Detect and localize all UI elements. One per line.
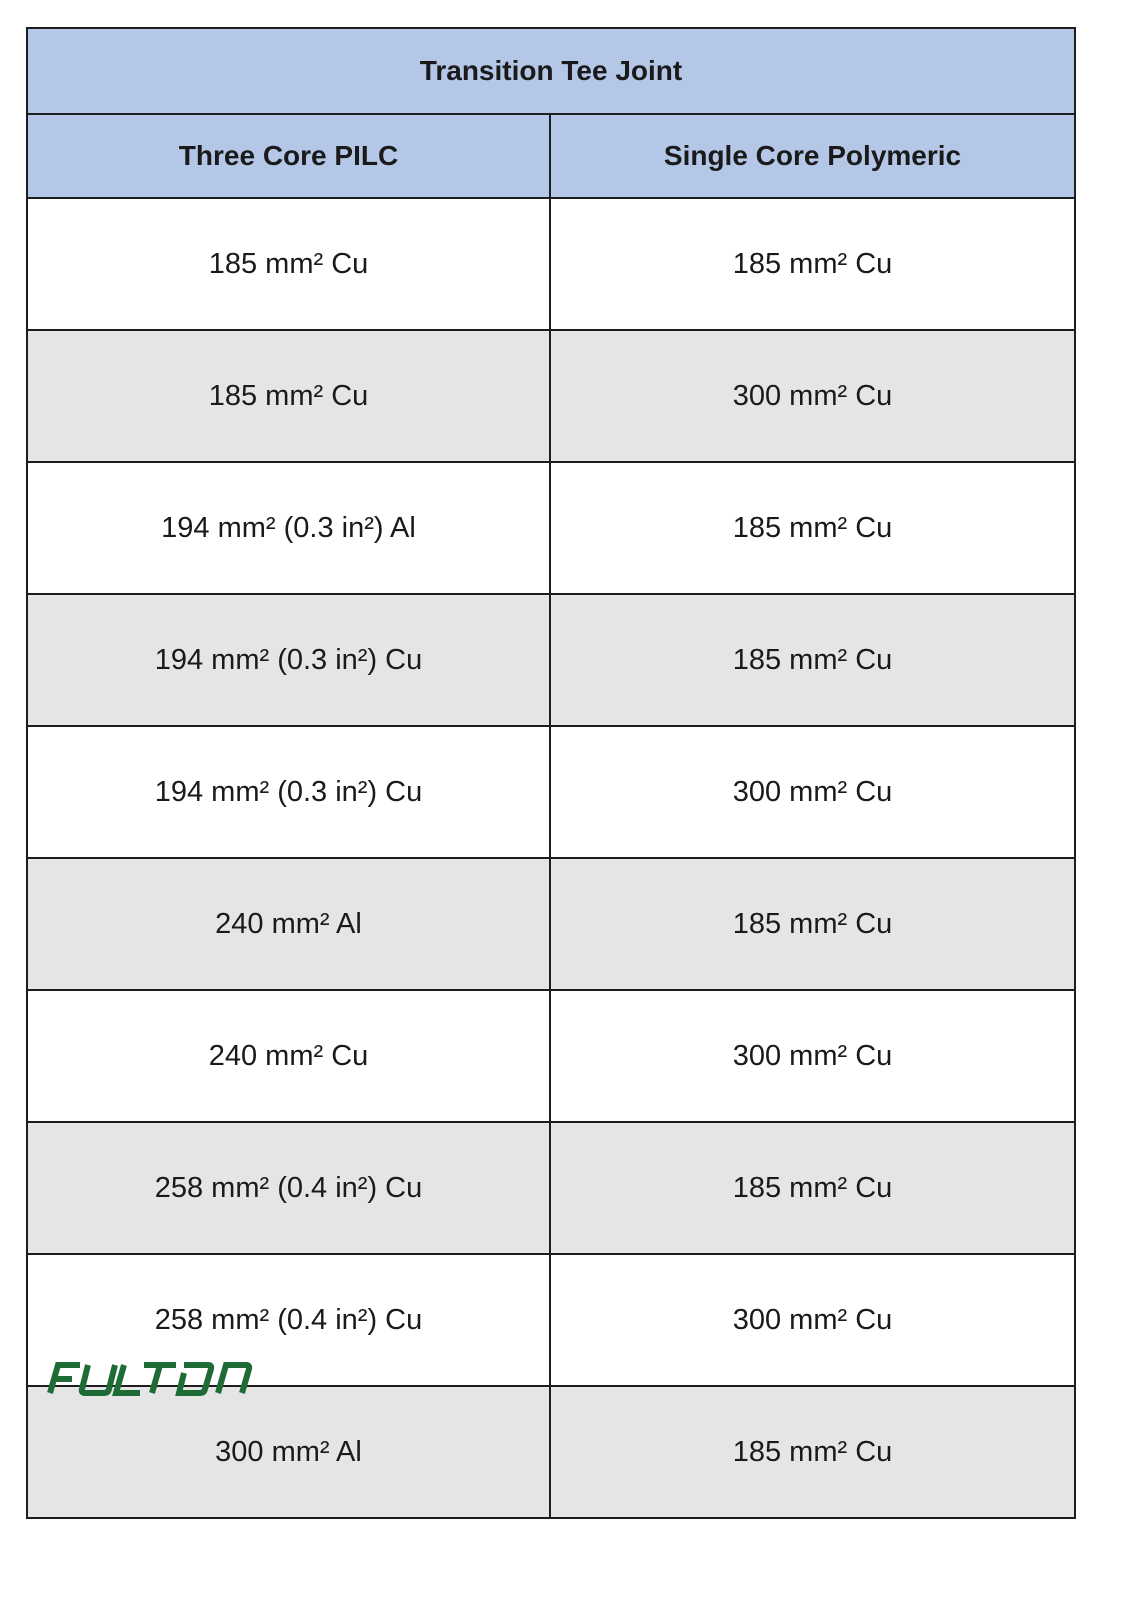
pilc-cell: 300 mm² Al [27, 1386, 550, 1518]
transition-tee-joint-table [26, 27, 1076, 1519]
header-row [27, 114, 1075, 198]
table-title: Transition Tee Joint [27, 28, 1075, 114]
polymeric-cell: 300 mm² Cu [550, 990, 1075, 1122]
pilc-cell: 194 mm² (0.3 in²) Cu [27, 726, 550, 858]
table-row [27, 726, 1075, 858]
column-header-three-core-pilc: Three Core PILC [27, 114, 550, 198]
pilc-cell: 258 mm² (0.4 in²) Cu [27, 1254, 550, 1386]
polymeric-cell: 185 mm² Cu [550, 462, 1075, 594]
pilc-cell: 258 mm² (0.4 in²) Cu [27, 1122, 550, 1254]
pilc-cell: 194 mm² (0.3 in²) Cu [27, 594, 550, 726]
table-row [27, 858, 1075, 990]
pilc-cell: 185 mm² Cu [27, 330, 550, 462]
polymeric-cell: 185 mm² Cu [550, 594, 1075, 726]
polymeric-cell: 185 mm² Cu [550, 858, 1075, 990]
column-header-single-core-polymeric: Single Core Polymeric [550, 114, 1075, 198]
table-row [27, 462, 1075, 594]
table-row [27, 990, 1075, 1122]
polymeric-cell: 185 mm² Cu [550, 1386, 1075, 1518]
table-row [27, 1122, 1075, 1254]
polymeric-cell: 185 mm² Cu [550, 1122, 1075, 1254]
pilc-cell: 194 mm² (0.3 in²) Al [27, 462, 550, 594]
polymeric-cell: 300 mm² Cu [550, 1254, 1075, 1386]
table-row [27, 1386, 1075, 1518]
fulton-logo [38, 1359, 258, 1399]
table-row [27, 330, 1075, 462]
table-row [27, 198, 1075, 330]
pilc-cell: 240 mm² Cu [27, 990, 550, 1122]
pilc-cell: 185 mm² Cu [27, 198, 550, 330]
polymeric-cell: 300 mm² Cu [550, 330, 1075, 462]
pilc-cell: 240 mm² Al [27, 858, 550, 990]
polymeric-cell: 300 mm² Cu [550, 726, 1075, 858]
polymeric-cell: 185 mm² Cu [550, 198, 1075, 330]
fulton-logo-letters [50, 1365, 249, 1393]
spec-table-container [26, 27, 1074, 1519]
table-row [27, 594, 1075, 726]
title-row [27, 28, 1075, 114]
